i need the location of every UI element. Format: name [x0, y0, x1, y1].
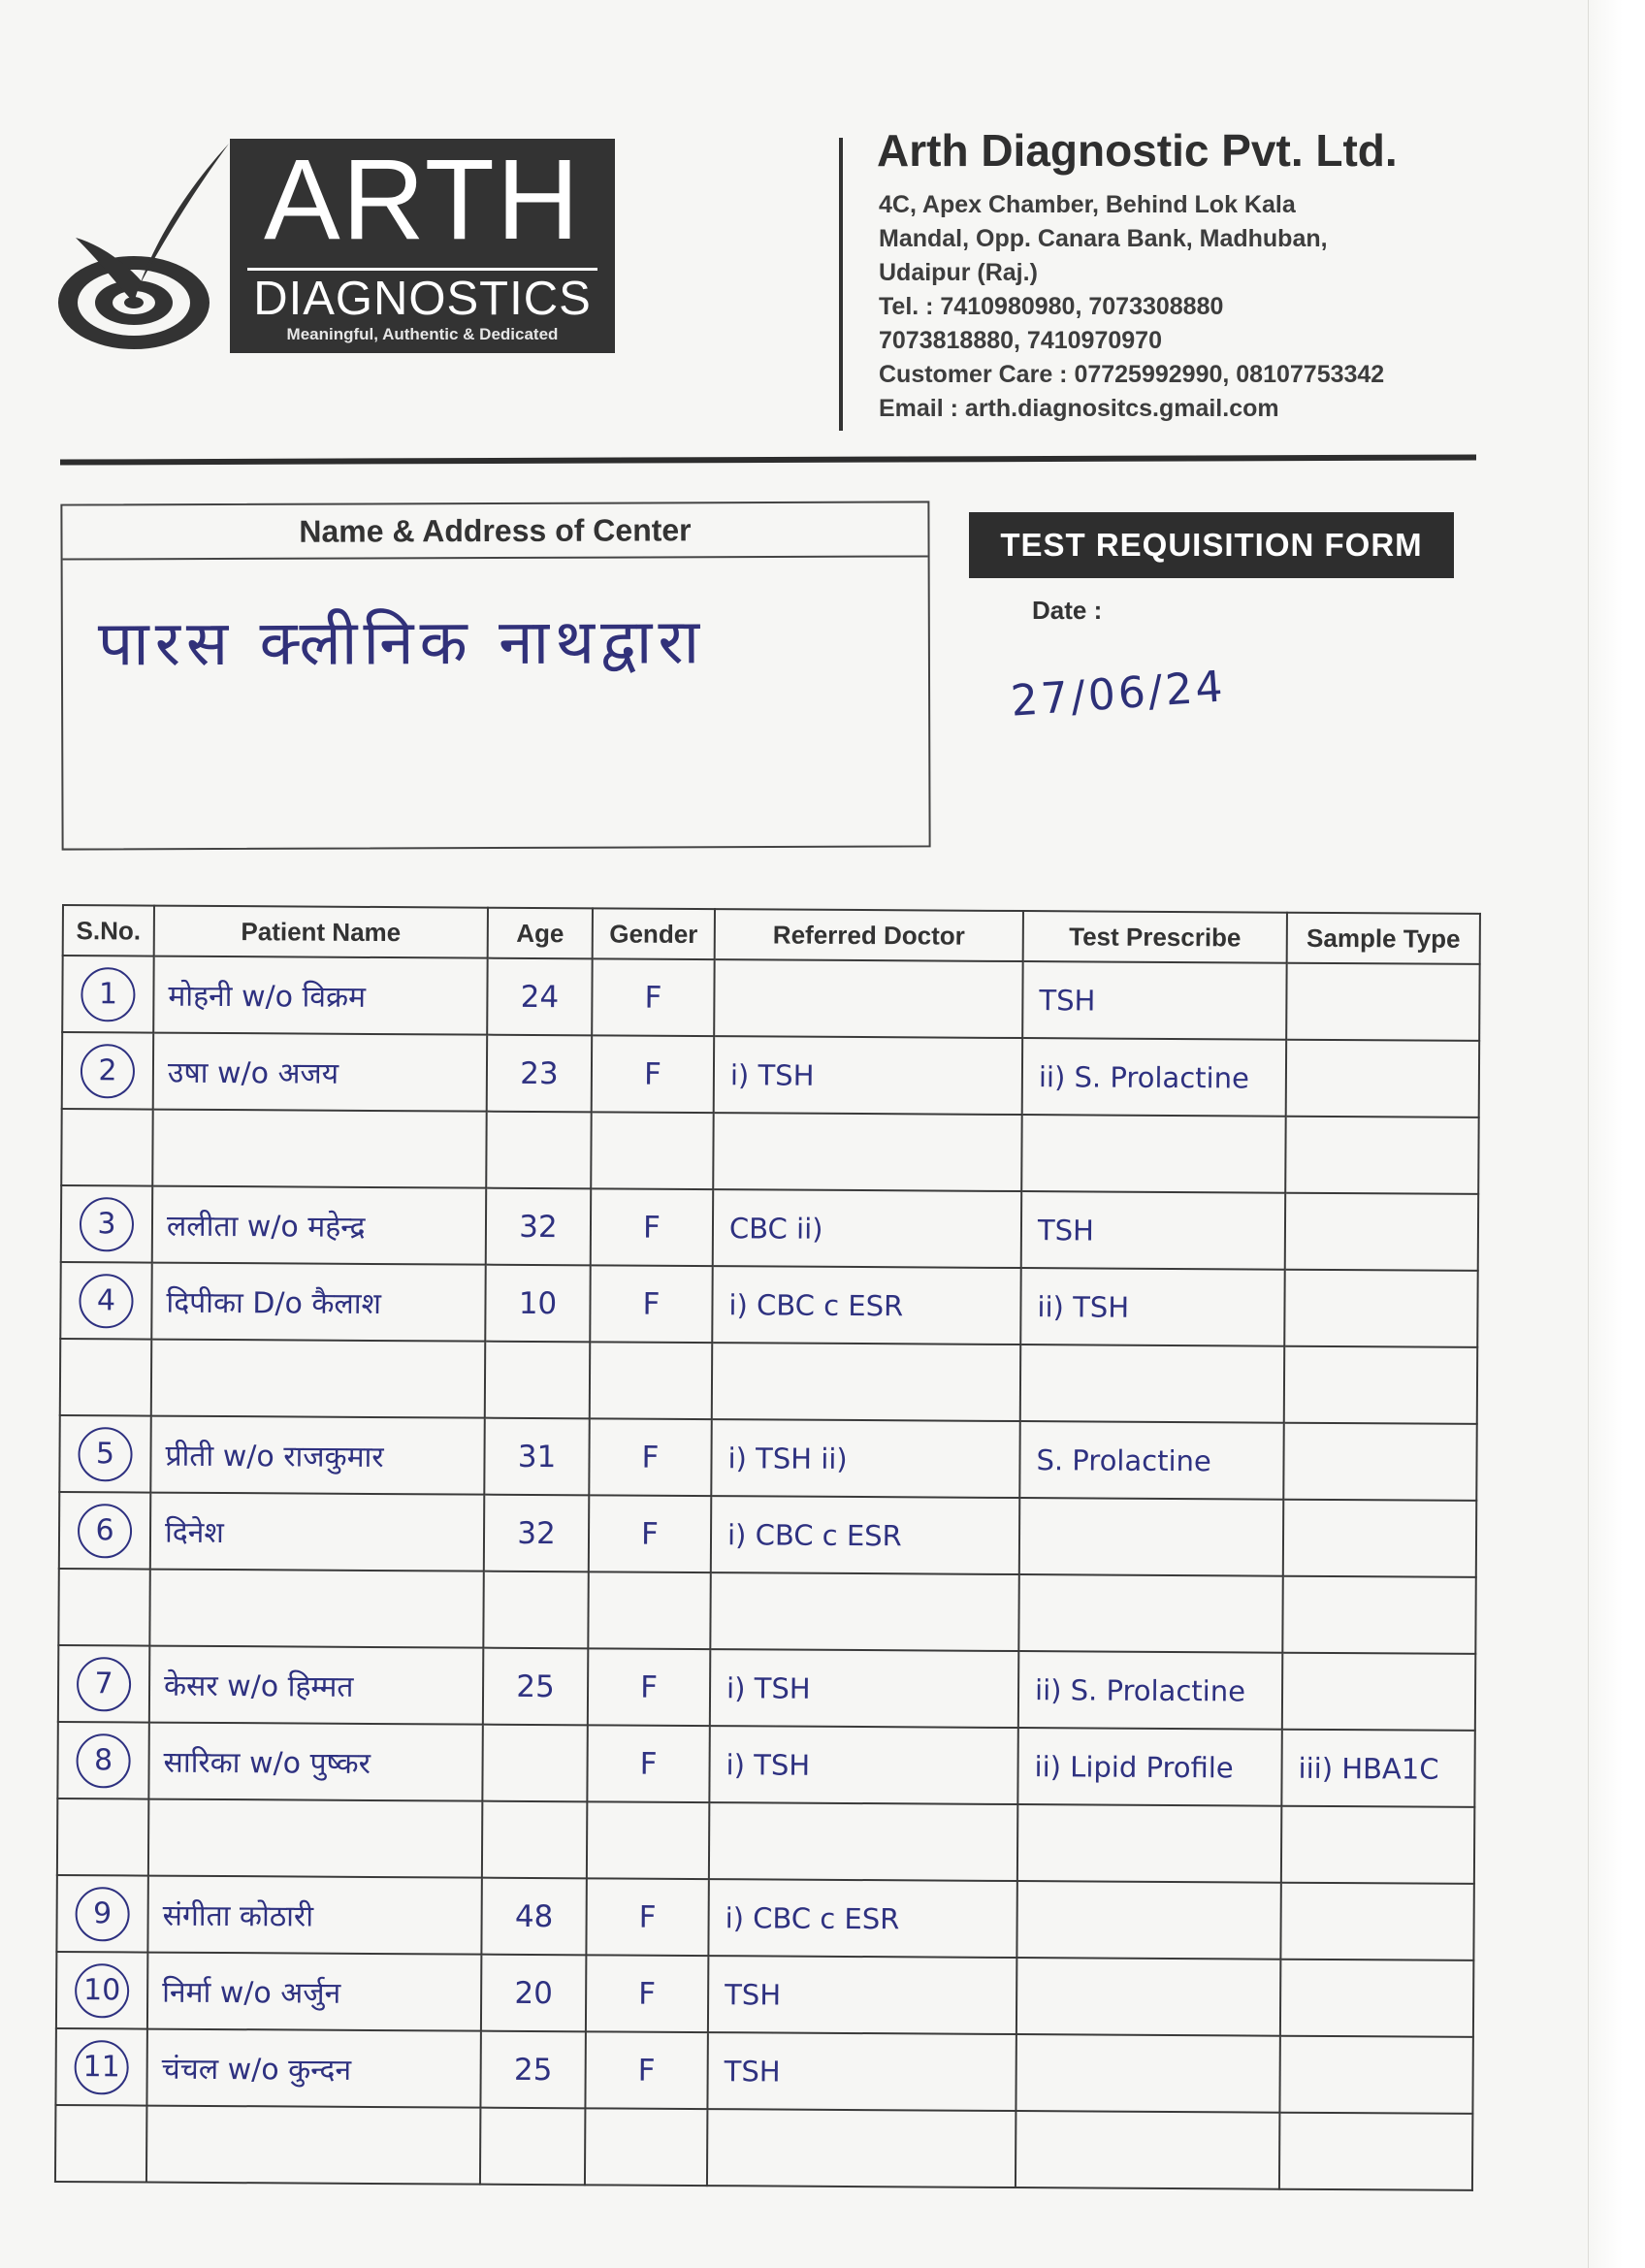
serial-number-cell: [55, 2028, 146, 2106]
patient-name-cell: [146, 2106, 480, 2185]
patient-age-cell: 23: [487, 1035, 592, 1113]
address-line: Mandal, Opp. Canara Bank, Madhuban,: [879, 225, 1328, 252]
sample-type-cell: [1284, 1270, 1477, 1347]
patient-age-cell: 24: [487, 958, 592, 1036]
col-header-gender: Gender: [593, 908, 715, 959]
referred-doctor-cell: i) CBC c ESR: [711, 1496, 1019, 1574]
circled-serial: 8: [76, 1733, 130, 1788]
sample-type-cell: [1282, 1576, 1475, 1654]
date-label: Date :: [1032, 596, 1103, 625]
patient-gender-cell: [590, 1342, 712, 1419]
test-prescribed-cell: [1021, 1115, 1285, 1193]
serial-number-cell: [62, 956, 153, 1033]
patient-name-cell: मोहनी w/o विक्रम: [153, 956, 487, 1035]
patient-name-cell: निर्मा w/o अर्जुन: [147, 1953, 481, 2031]
paper-edge: [1588, 0, 1645, 2268]
referred-doctor-cell: i) CBC c ESR: [708, 1879, 1016, 1958]
patient-age-cell: [482, 1725, 587, 1802]
col-header-age: Age: [488, 908, 593, 959]
patient-gender-cell: F: [589, 1495, 711, 1572]
test-prescribed-cell: ii) TSH: [1020, 1268, 1284, 1346]
serial-number-cell: [56, 1875, 147, 1953]
patient-age-cell: 25: [480, 2031, 585, 2109]
patient-gender-cell: [588, 1571, 710, 1649]
company-address: [879, 188, 1538, 426]
table-row: [55, 2028, 1472, 2114]
table-row: [58, 1569, 1475, 1654]
test-prescribed-cell: [1017, 1804, 1281, 1883]
test-prescribed-cell: ii) Lipid Profile: [1017, 1728, 1281, 1806]
patient-gender-cell: F: [591, 1188, 713, 1266]
col-header-referred-doctor: Referred Doctor: [715, 909, 1023, 961]
col-header-patient-name: Patient Name: [154, 906, 488, 958]
table-header-row: [63, 905, 1480, 964]
referred-doctor-cell: [713, 1113, 1021, 1191]
patient-name-cell: दिपीका D/o कैलाश: [151, 1263, 485, 1342]
serial-number-cell: [59, 1492, 150, 1570]
referred-doctor-cell: i) TSH: [709, 1726, 1017, 1804]
referred-doctor-cell: [712, 1343, 1020, 1421]
patient-gender-cell: F: [585, 2031, 707, 2109]
serial-number-cell: [58, 1645, 149, 1723]
patient-table: [54, 904, 1481, 2191]
patient-age-cell: [483, 1571, 588, 1649]
serial-number-cell: [58, 1569, 149, 1646]
table-row: [59, 1415, 1476, 1501]
referred-doctor-cell: TSH: [708, 1956, 1016, 2034]
company-name: Arth Diagnostic Pvt. Ltd.: [877, 125, 1398, 176]
test-prescribed-cell: [1019, 1498, 1283, 1576]
table-row: [57, 1798, 1474, 1884]
logo-tagline: Meaningful, Authentic & Dedicated: [286, 325, 559, 343]
patient-name-cell: संगीता कोठारी: [147, 1876, 481, 1955]
header-divider: [839, 138, 843, 431]
referred-doctor-cell: i) CBC c ESR: [712, 1266, 1020, 1345]
test-prescribed-cell: TSH: [1021, 1191, 1285, 1270]
table-row: [61, 1109, 1478, 1194]
patient-gender-cell: F: [592, 1035, 714, 1113]
table-row: [55, 2105, 1472, 2190]
circled-serial: 7: [77, 1657, 131, 1711]
patient-gender-cell: [587, 1801, 709, 1879]
serial-number-cell: [60, 1339, 151, 1416]
form-title: TEST REQUISITION FORM: [969, 512, 1454, 578]
serial-number-cell: [61, 1109, 152, 1186]
table-row: [61, 1185, 1478, 1271]
referred-doctor-cell: [709, 1802, 1017, 1881]
patient-age-cell: 31: [484, 1418, 589, 1496]
sample-type-cell: [1286, 1040, 1479, 1118]
sample-type-cell: [1282, 1653, 1475, 1731]
circled-serial: 11: [75, 2040, 129, 2094]
patient-age-cell: [480, 2108, 585, 2186]
address-line: Udaipur (Raj.): [879, 259, 1038, 286]
referred-doctor-cell: [710, 1572, 1018, 1651]
patient-gender-cell: F: [586, 1878, 708, 1956]
test-prescribed-cell: [1016, 2111, 1279, 2189]
col-header-sample-type: Sample Type: [1287, 913, 1480, 964]
test-prescribed-cell: [1016, 2034, 1279, 2113]
test-prescribed-cell: [1018, 1574, 1282, 1653]
referred-doctor-cell: i) TSH: [710, 1649, 1018, 1728]
patient-name-cell: केसर w/o हिम्मत: [149, 1646, 483, 1725]
center-name-handwritten: पारस क्लीनिक नाथद्वारा: [97, 606, 706, 681]
customer-care-line: Customer Care : 07725992990, 08107753342: [879, 361, 1385, 388]
table-row: [58, 1645, 1475, 1731]
table-row: [60, 1339, 1477, 1424]
center-address-box: [60, 501, 930, 850]
logo-word: ARTH: [263, 136, 582, 264]
patient-age-cell: [486, 1112, 591, 1189]
sample-type-cell: [1280, 1960, 1473, 2037]
table-row: [62, 956, 1479, 1041]
date-value: 27/06/24: [1009, 662, 1228, 727]
patient-age-cell: 20: [481, 1955, 586, 2032]
patient-gender-cell: F: [586, 1955, 708, 2032]
circled-serial: 3: [80, 1197, 134, 1251]
sample-type-cell: [1281, 1806, 1474, 1884]
sample-type-cell: [1285, 1117, 1478, 1194]
sample-type-cell: [1283, 1423, 1476, 1501]
test-prescribed-cell: [1016, 1881, 1280, 1960]
patient-name-cell: ललीता w/o महेन्द्र: [152, 1186, 486, 1265]
sample-type-cell: [1286, 963, 1479, 1041]
patient-age-cell: [485, 1342, 590, 1419]
serial-number-cell: [60, 1262, 151, 1340]
sample-type-cell: iii) HBA1C: [1281, 1730, 1474, 1807]
serial-number-cell: [56, 1952, 147, 2029]
patient-name-cell: [151, 1340, 485, 1418]
referred-doctor-cell: [714, 959, 1022, 1038]
serial-number-cell: [57, 1722, 148, 1799]
patient-gender-cell: [585, 2108, 707, 2186]
patient-name-cell: [152, 1110, 486, 1188]
test-prescribed-cell: ii) S. Prolactine: [1018, 1651, 1282, 1730]
referred-doctor-cell: CBC ii): [713, 1189, 1021, 1268]
patient-age-cell: 48: [481, 1878, 586, 1956]
referred-doctor-cell: i) TSH: [714, 1036, 1022, 1115]
patient-gender-cell: F: [590, 1265, 712, 1343]
col-header-sno: S.No.: [63, 905, 154, 956]
patient-gender-cell: F: [587, 1725, 709, 1802]
patient-name-cell: [149, 1570, 483, 1648]
circled-serial: 2: [81, 1044, 135, 1098]
sample-type-cell: [1279, 2036, 1472, 2114]
patient-age-cell: [482, 1801, 587, 1879]
patient-name-cell: दिनेश: [150, 1493, 484, 1571]
referred-doctor-cell: i) TSH ii): [711, 1419, 1019, 1498]
test-prescribed-cell: TSH: [1022, 961, 1286, 1040]
patient-age-cell: 10: [485, 1265, 590, 1343]
table-row: [60, 1262, 1477, 1347]
circled-serial: 6: [78, 1504, 132, 1558]
test-prescribed-cell: [1020, 1345, 1284, 1423]
test-prescribed-cell: ii) S. Prolactine: [1022, 1038, 1286, 1117]
serial-number-cell: [61, 1185, 152, 1263]
table-row: [62, 1032, 1479, 1118]
patient-name-cell: उषा w/o अजय: [153, 1033, 487, 1112]
target-check-logo-icon: [56, 136, 241, 359]
center-box-heading: Name & Address of Center: [62, 502, 927, 560]
col-header-test-prescribe: Test Prescribe: [1023, 911, 1287, 963]
referred-doctor-cell: TSH: [707, 2032, 1016, 2111]
serial-number-cell: [59, 1415, 150, 1493]
sample-type-cell: [1284, 1346, 1477, 1424]
header-rule: [60, 454, 1476, 465]
patient-gender-cell: F: [589, 1418, 711, 1496]
serial-number-cell: [62, 1032, 153, 1110]
patient-gender-cell: [591, 1112, 713, 1189]
patient-gender-cell: F: [588, 1648, 710, 1726]
patient-gender-cell: F: [592, 958, 714, 1036]
serial-number-cell: [57, 1798, 148, 1876]
patient-name-cell: चंचल w/o कुन्दन: [146, 2029, 480, 2108]
logo-subtitle: DIAGNOSTICS: [253, 273, 592, 325]
patient-age-cell: 32: [484, 1495, 589, 1572]
phone-line: 7073818880, 7410970970: [879, 327, 1162, 354]
sample-type-cell: [1279, 2113, 1472, 2190]
table-row: [57, 1722, 1474, 1807]
test-prescribed-cell: S. Prolactine: [1019, 1421, 1283, 1500]
brand-logo: [230, 136, 615, 353]
email-line: Email : arth.diagnositcs.gmail.com: [879, 395, 1279, 422]
table-row: [56, 1952, 1473, 2037]
patient-name-cell: सारिका w/o पुष्कर: [148, 1723, 482, 1801]
patient-name-cell: [148, 1799, 482, 1878]
sample-type-cell: [1285, 1193, 1478, 1271]
phone-line: Tel. : 7410980980, 7073308880: [879, 293, 1224, 320]
patient-age-cell: 25: [483, 1648, 588, 1726]
circled-serial: 1: [81, 967, 135, 1021]
serial-number-cell: [55, 2105, 146, 2183]
test-prescribed-cell: [1016, 1958, 1280, 2036]
table-row: [59, 1492, 1476, 1577]
patient-age-cell: 32: [486, 1188, 591, 1266]
referred-doctor-cell: [707, 2109, 1016, 2187]
table-row: [56, 1875, 1473, 1960]
sample-type-cell: [1280, 1883, 1473, 1960]
sample-type-cell: [1283, 1500, 1476, 1577]
circled-serial: 5: [78, 1427, 132, 1481]
circled-serial: 10: [75, 1963, 129, 2018]
logo-divider: [247, 268, 597, 271]
circled-serial: 4: [79, 1274, 133, 1328]
circled-serial: 9: [75, 1887, 129, 1941]
patient-name-cell: प्रीती w/o राजकुमार: [150, 1416, 484, 1495]
address-line: 4C, Apex Chamber, Behind Lok Kala: [879, 191, 1296, 218]
